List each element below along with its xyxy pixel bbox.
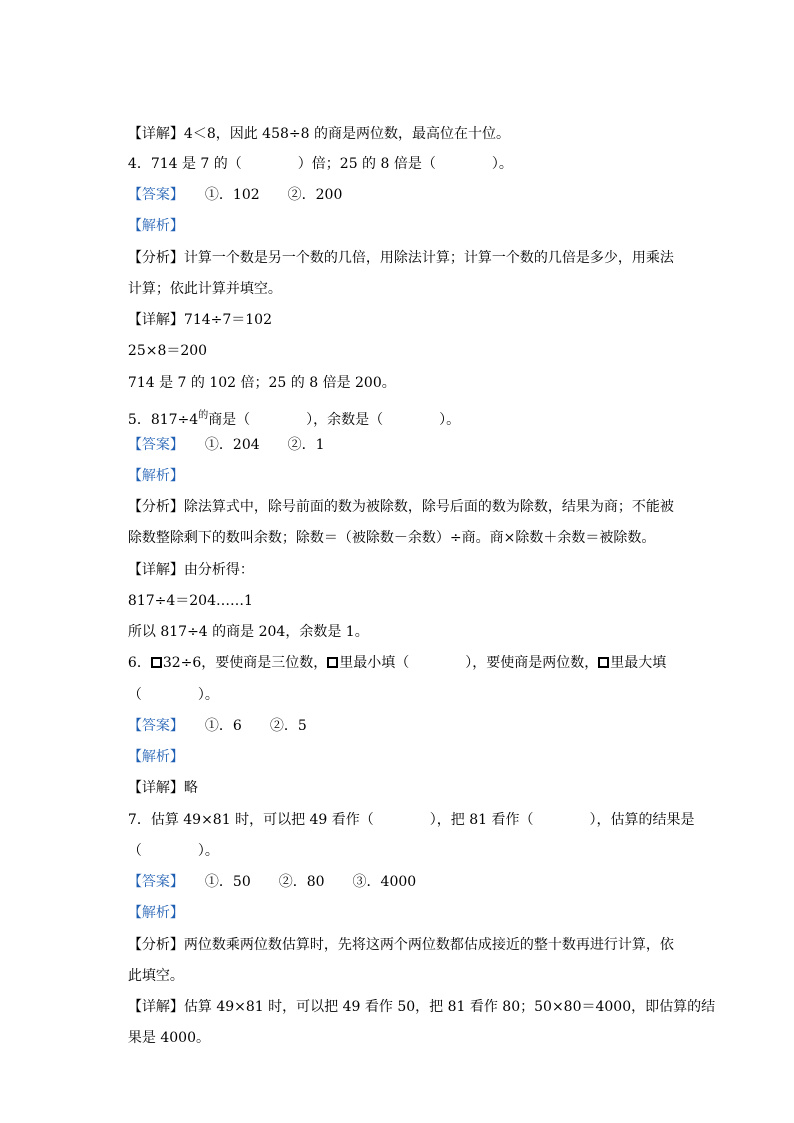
detail-text: 略 (183, 780, 198, 796)
question-text: （ ）。 (127, 843, 219, 859)
analysis-text: 两位数乘两位数估算时，先将这两个两位数都估成接近的整十数再进行计算，依 (183, 937, 674, 953)
detail-text: 4＜8，因此 458÷8 的商是两位数，最高位在十位。 (183, 126, 510, 142)
detail-text: 估算 49×81 时，可以把 49 看作 50，把 81 看作 80；50×80＝4000，即估算的结 (183, 999, 716, 1015)
question-4 (119, 134, 513, 172)
question-text-end: 里最大填 (610, 655, 667, 671)
detail-text: 714 是 7 的 102 倍；25 的 8 倍是 200。 (127, 375, 396, 391)
analysis-tag: 【解析】 (127, 749, 184, 765)
detail-tag: 【详解】 (127, 312, 184, 328)
detail-text: 714÷7＝102 (183, 312, 272, 328)
question-number: 6． (127, 655, 151, 671)
analysis-heading-4 (119, 196, 184, 234)
analysis-tag: 【分析】 (127, 937, 184, 953)
question-text: 7．估算 49×81 时，可以把 49 看作（ ），把 81 看作（ ），估算的结果是 (127, 812, 695, 828)
detail-tag: 【详解】 (127, 126, 184, 142)
analysis-4-line2 (119, 259, 282, 297)
detail-tag: 【详解】 (127, 999, 184, 1015)
analysis-tag: 【解析】 (127, 468, 184, 484)
analysis-heading-7 (119, 883, 184, 921)
detail-text: 果是 4000。 (127, 1030, 210, 1046)
analysis-tag: 【分析】 (127, 499, 184, 515)
answer-text: ①．50 ②．80 ③．4000 (176, 874, 417, 890)
question-6-line1 (119, 633, 667, 671)
answer-text: ①．6 ②．5 (176, 718, 307, 734)
question-text-cont: 商是（ ），余数是（ ）。 (208, 412, 461, 428)
analysis-text: 除数整除剩下的数叫余数；除数＝（被除数－余数）÷商。商×除数＋余数＝被除数。 (127, 530, 656, 546)
detail-tag: 【详解】 (127, 780, 184, 796)
question-superscript: 的 (198, 410, 209, 421)
analysis-text: 计算一个数是另一个数的几倍，用除法计算；计算一个数的几倍是多少，用乘法 (183, 250, 674, 266)
analysis-4-line1 (119, 228, 674, 266)
blank-square-icon (327, 657, 338, 668)
analysis-tag: 【解析】 (127, 905, 184, 921)
detail-line (119, 104, 510, 142)
detail-text: 817÷4＝204……1 (127, 593, 253, 609)
analysis-5-line1 (119, 477, 674, 515)
detail-5-line3 (119, 602, 369, 640)
question-6-line2 (119, 665, 219, 703)
detail-5-line1 (119, 540, 254, 578)
question-text: （ ）。 (127, 687, 219, 703)
analysis-heading-5 (119, 446, 184, 484)
detail-text: 所以 817÷4 的商是 204，余数是 1。 (127, 624, 369, 640)
question-7-line1 (119, 790, 695, 828)
detail-5-line2 (119, 571, 253, 609)
analysis-7-line2 (119, 946, 184, 984)
analysis-text: 此填空。 (127, 968, 184, 984)
detail-4-line1 (119, 290, 272, 328)
detail-7-line2 (119, 1008, 210, 1046)
question-text-cont: 里最小填（ ），要使商是两位数， (339, 655, 599, 671)
answer-text: ①．204 ②．1 (176, 437, 325, 453)
question-text: 4．714 是 7 的（ ）倍；25 的 8 倍是（ ）。 (127, 156, 513, 172)
answer-tag: 【答案】 (127, 187, 177, 203)
question-text: 32÷6，要使商是三位数， (162, 655, 328, 671)
analysis-text: 计算；依此计算并填空。 (127, 281, 282, 297)
answer-text: ①．102 ②．200 (176, 187, 343, 203)
detail-4-line2 (119, 321, 208, 359)
answer-4 (119, 165, 343, 203)
detail-6 (119, 758, 198, 796)
analysis-tag: 【分析】 (127, 250, 184, 266)
question-text: 5．817÷4 (127, 412, 199, 428)
answer-tag: 【答案】 (127, 874, 177, 890)
answer-5 (119, 415, 325, 453)
analysis-text: 除法算式中，除号前面的数为被除数，除号后面的数为除数，结果为商；不能被 (183, 499, 674, 515)
detail-text: 由分析得： (183, 562, 254, 578)
answer-6 (119, 696, 307, 734)
analysis-5-line2 (119, 508, 656, 546)
question-7-line2 (119, 821, 219, 859)
detail-7-line1 (119, 977, 716, 1015)
answer-tag: 【答案】 (127, 437, 177, 453)
detail-tag: 【详解】 (127, 562, 184, 578)
detail-text: 25×8＝200 (127, 343, 208, 359)
answer-tag: 【答案】 (127, 718, 177, 734)
analysis-tag: 【解析】 (127, 218, 184, 234)
analysis-7-line1 (119, 915, 674, 953)
blank-square-icon (598, 657, 609, 668)
detail-4-line3 (119, 353, 396, 391)
answer-7 (119, 852, 417, 890)
analysis-heading-6 (119, 727, 184, 765)
